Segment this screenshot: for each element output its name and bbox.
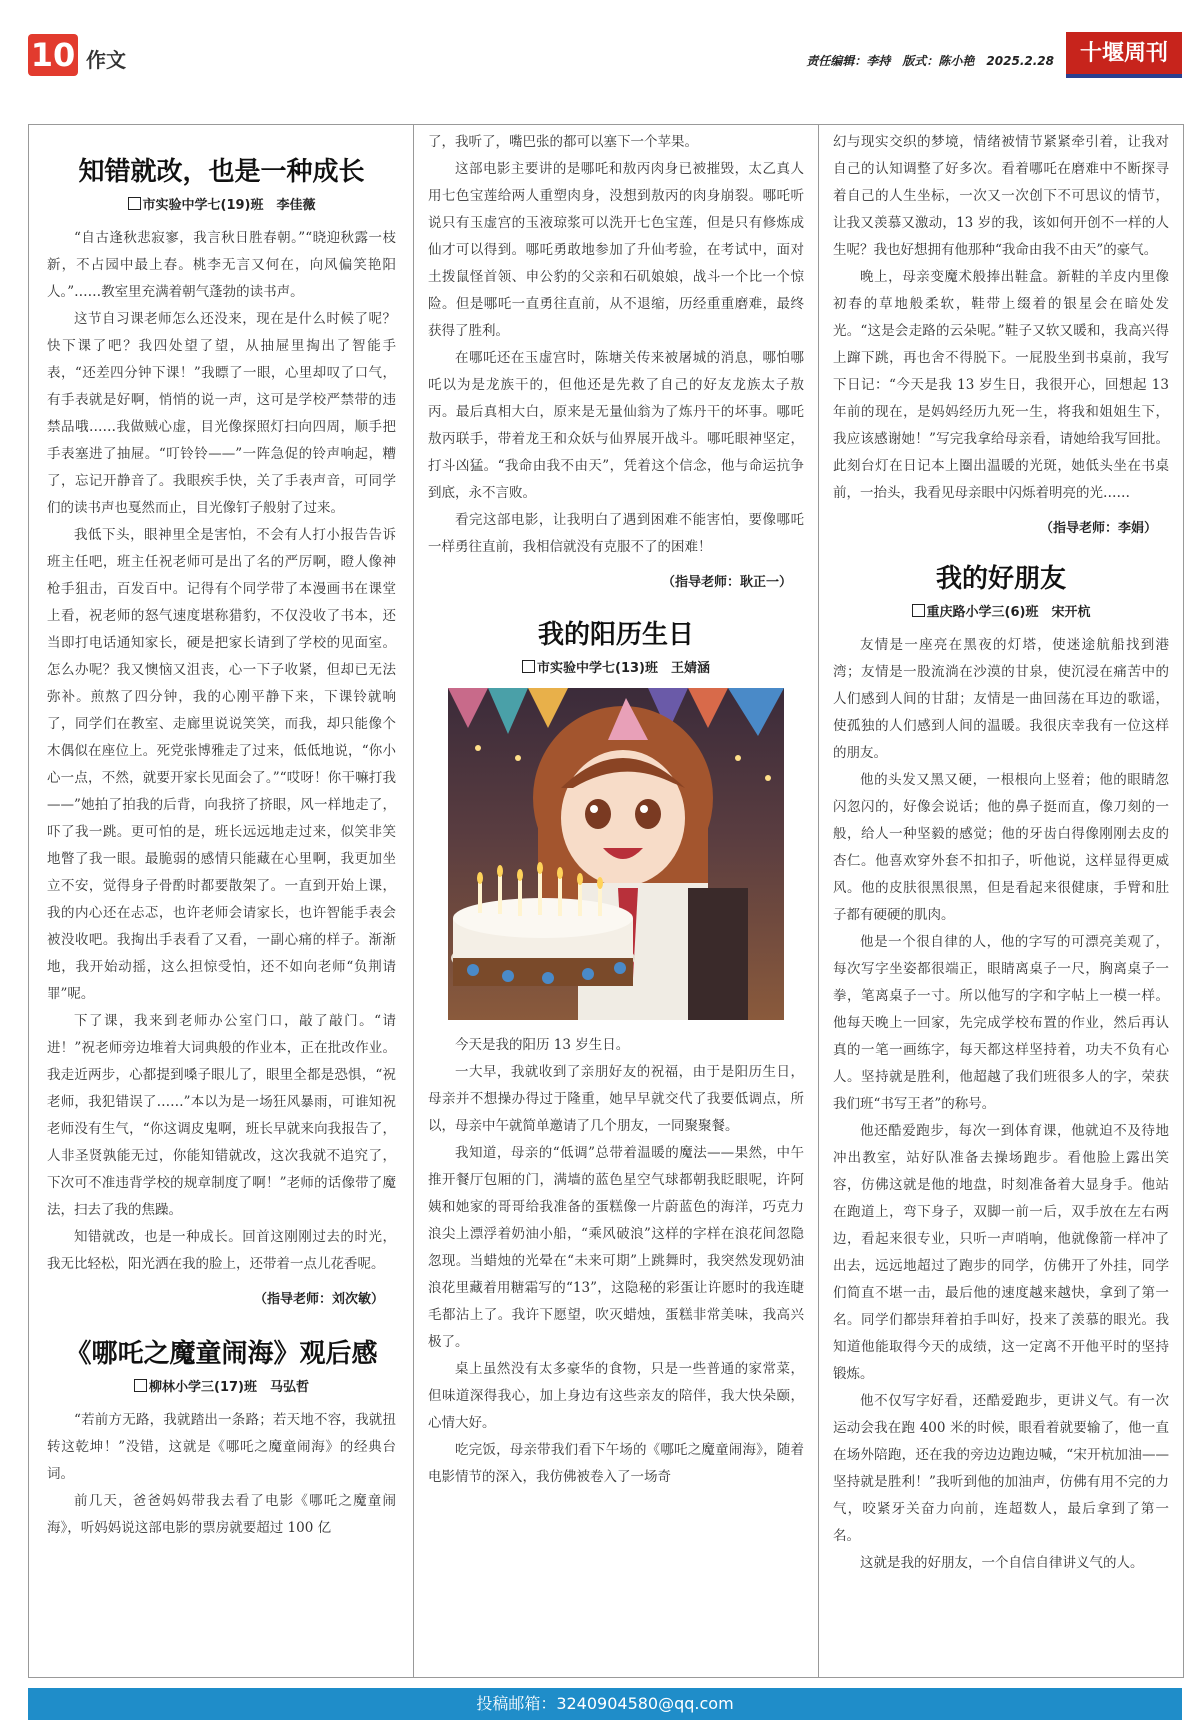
article4-author-text: 重庆路小学三(6)班 宋开杭 [926,605,1091,620]
article1-paragraph: 下了课，我来到老师办公室门口，敲了敲门。“请进！”祝老师旁边堆着大词典般的作业本，正在批改作业。我走近两步，心都提到嗓子眼儿了，眼里全都是恐惧，“祝老师，我犯错误了……”本以为是一场狂风暴雨，可谁知祝老师没有生气，“你这调皮鬼啊，班长早就来向我报告了，人非圣贤孰能无过，你能知错就改，这次我就不追究了，下次可不准违背学校的规章制度了啊！”老师的话像带了魔法，扫去了我的焦躁。 [47,1013,396,1218]
article2-paragraph: 在哪吒还在玉虚宫时，陈塘关传来被屠城的消息，哪怕哪吒以为是龙族干的，但他还是先救了自己的好友龙族太子敖丙。最后真相大白，原来是无量仙翁为了炼丹干的坏事。哪吒敖丙联手，带着龙王和众妖与仙界展开战斗。哪吒眼神坚定，打斗凶猛。“我命由我不由天”，凭着这个信念，他与命运抗争到底，永不言败。 [428,350,804,501]
article3-paragraph: 一大早，我就收到了亲朋好友的祝福，由于是阳历生日，母亲并不想操办得过于隆重，她早早就交代了我要低调点，所以，母亲中午就简单邀请了几个朋友，一同聚聚餐。 [428,1064,804,1134]
article3-title: 我的阳历生日 [537,620,694,650]
article3-author-text: 市实验中学七(13)班 王婧涵 [537,661,710,676]
article2-title: 《哪吒之魔童闹海》观后感 [65,1339,378,1369]
article1-title: 知错就改，也是一种成长 [78,157,365,187]
article1-paragraph: 这节自习课老师怎么还没来，现在是什么时候了呢？快下课了吧？我四处望了望，从抽屉里掏出了智能手表，“还差四分钟下课！”我瞟了一眼，心里却叹了口气，有手表就是好啊，悄悄的说一声，这可是学校严禁带的违禁品哦……我做贼心虚，目光像探照灯扫向四周，顺手把手表塞进了抽屉。“叮铃铃——”一阵急促的铃声响起，糟了，忘记开静音了。我眼疾手快，关了手表声音，可同学们的读书声也戛然而止，目光像钉子般射了过来。 [47,311,396,516]
page-number: 10 [28,34,78,76]
article2-paragraph: 看完这部电影，让我明白了遇到困难不能害怕，要像哪吒一样勇往直前，我相信就没有克服不了的困难！ [428,512,804,555]
article1-paragraph: 我低下头，眼神里全是害怕，不会有人打小报告告诉班主任吧，班主任祝老师可是出了名的严厉啊，瞪人像神枪手狙击，百发百中。记得有个同学带了本漫画书在课堂上看，祝老师的怒气速度堪称猎豹，不仅没收了书本，还当即打电话通知家长，硬是把家长请到了学校的见面室。怎么办呢？我又懊恼又沮丧，心一下子收紧，但却已无法弥补。煎熬了四分钟，我的心刚平静下来，下课铃就响了，同学们在教室、走廊里说说笑笑，而我，却只能像个木偶似在座位上。死党张博雅走了过来，低低地说，“你小心一点，不然，就要开家长见面会了。”“哎呀！你干嘛打我——”她拍了拍我的后背，向我挤了挤眼，风一样地走了，吓了我一跳。更可怕的是，班长远远地走过来，似笑非笑地瞥了我一眼。最脆弱的感情只能藏在心里啊，我更加坐立不安，觉得身子骨酌时都要散架了。一直到开始上课，我的内心还在忐忑，也许老师会请家长，也许智能手表会被没收吧。我掏出手表看了又看，一副心痛的样子。渐渐地，我开始动摇，这么担惊受怕，还不如向老师“负荆请罪”呢。 [47,527,396,1002]
article3-paragraph-continued: 幻与现实交织的梦境，情绪被情节紧紧牵引着，让我对自己的认知调整了好多次。看着哪吒在磨难中不断探寻着自己的人生坐标，一次又一次创下不可思议的情节，让我又羡慕又激动，13 岁的我，该如何开创不一样的人生呢？我也好想拥有他那种“我命由我不由天”的豪气。 [833,134,1169,258]
article2-paragraph: 这部电影主要讲的是哪吒和敖丙肉身已被摧毁，太乙真人用七色宝莲给两人重塑肉身，没想到敖丙的肉身崩裂。哪吒听说只有玉虚宫的玉液琼浆可以洗开七色宝莲，但是只有修炼成仙才可以得到。哪吒勇敢地参加了升仙考验，在考试中，面对土拨鼠怪首领、申公豹的父亲和石矶娘娘，战斗一个比一个惊险。但是哪吒一直勇往直前，从不退缩，历经重重磨难，最终获得了胜利。 [428,161,804,339]
masthead-logo: 十堰周刊 [1066,32,1182,78]
article2-teacher: （指导老师：耿正一） [661,575,792,590]
page-header [28,32,1182,78]
content-frame [28,124,1184,1678]
article3-paragraph: 今天是我的阳历 13 岁生日。 [455,1037,630,1053]
article2-paragraph-continued: 了，我听了，嘴巴张的都可以塞下一个苹果。 [428,134,698,150]
article4-body [833,632,1169,1577]
article2-body-start [47,1407,396,1542]
checkbox-icon [128,197,141,210]
article1-teacher: （指导老师：刘次敏） [253,1292,384,1307]
article4-paragraph: 友情是一座亮在黑夜的灯塔，使迷途航船找到港湾；友情是一股流淌在沙漠的甘泉，使沉浸在痛苦中的人们感到人间的甘甜；友情是一曲回荡在耳边的歌谣，使孤独的人们感到人间的温暖。我很庆幸我有一位这样的朋友。 [833,637,1169,761]
article1-paragraph: 知错就改，也是一种成长。回首这刚刚过去的时光，我无比轻松，阳光洒在我的脸上，还带着一点儿花香呢。 [47,1229,396,1272]
article2-author [47,1376,396,1395]
article4-paragraph: 这就是我的好朋友，一个自信自律讲义气的人。 [860,1555,1144,1571]
column-right [819,125,1183,1677]
article2-author-text: 柳林小学三(17)班 马弘哲 [149,1380,309,1395]
article1-author [47,194,396,213]
article3-paragraph: 晚上，母亲变魔术般捧出鞋盒。新鞋的羊皮内里像初春的草地般柔软，鞋带上缀着的银星会在暗处发光。“这是会走路的云朵呢。”鞋子又软又暖和，我高兴得上蹿下跳，再也舍不得脱下。一屁股坐到书桌前，我写下日记：“今天是我 13 岁生日，我很开心，回想起 13 年前的现在，是妈妈经历九死一生，将我和姐姐生下，我应该感谢她！”写完我拿给母亲看，请她给我写回批。此刻台灯在日记本上圈出温暖的光斑，她低头坐在书桌前，一抬头，我看见母亲眼中闪烁着明亮的光…… [833,269,1169,501]
article4-author [833,601,1169,620]
article1-body [47,225,396,1278]
birthday-cake-illustration [448,688,784,1020]
article3-paragraph: 我知道，母亲的“低调”总带着温暖的魔法——果然，中午推开餐厅包厢的门，满墙的蓝色星空气球都朝我眨眼呢，许阿姨和她家的哥哥给我准备的蛋糕像一片蔚蓝色的海洋，巧克力浪尖上漂浮着奶油小船，“乘风破浪”这样的字样在浪花间忽隐忽现。当蜡烛的光晕在“未来可期”上跳舞时，我突然发现奶油浪花里藏着用糖霜写的“13”，这隐秘的彩蛋让许愿时的我连睫毛都沾上了。我许下愿望，吹灭蜡烛，蛋糕非常美味，我高兴极了。 [428,1145,804,1350]
article3-author [428,657,804,676]
checkbox-icon [522,660,535,673]
article3-paragraph-split: 吃完饭，母亲带我们看下午场的《哪吒之魔童闹海》，随着电影情节的深入，我仿佛被卷入了一场奇 [428,1442,804,1485]
column-left [29,125,412,1677]
article4-paragraph: 他还酷爱跑步，每次一到体育课，他就迫不及待地冲出教室，站好队准备去操场跑步。看他脸上露出笑容，仿佛这就是他的地盘，时刻准备着大显身手。他站在跑道上，弯下身子，双脚一前一后，双手放在左右两边，看起来很专业，只听一声哨响，他就像箭一样冲了出去，远远地超过了跑步的同学，仿佛开了外挂，同学们简直不堪一击，最后他的速度越来越快，拿到了第一名。同学们都崇拜着拍手叫好，投来了羡慕的眼光。我知道他能取得今天的成绩，这一定离不开他平时的坚持锻炼。 [833,1123,1169,1382]
section-title: 作文 [86,48,126,72]
article4-paragraph: 他的头发又黑又硬，一根根向上竖着；他的眼睛忽闪忽闪的，好像会说话；他的鼻子挺而直，像刀刻的一般，给人一种坚毅的感觉；他的牙齿白得像刚刚去皮的杏仁。他喜欢穿外套不扣扣子，听他说，这样显得更威风。他的皮肤很黑很黑，但是看起来很健康，手臂和肚子都有硬硬的肌肉。 [833,772,1169,923]
article4-title: 我的好朋友 [935,564,1066,594]
editor-line: 责任编辑：李持 版式：陈小艳 2025.2.28 [806,54,1054,68]
illustration-art [448,688,784,1020]
article2-paragraph-split: 前几天，爸爸妈妈带我去看了电影《哪吒之魔童闹海》，听妈妈说这部电影的票房就要超过 100 亿 [47,1493,396,1536]
article4-paragraph: 他不仅写字好看，还酷爱跑步，更讲义气。有一次运动会我在跑 400 米的时候，眼看着就要输了，他一直在场外陪跑，还在我的旁边边跑边喊，“宋开杭加油——坚持就是胜利！”我听到他的加油声，仿佛有用不完的力气，咬紧牙关奋力向前，连超数人，最后拿到了第一名。 [833,1393,1169,1544]
column-middle [413,125,819,1677]
article4-paragraph: 他是一个很自律的人，他的字写的可漂亮美观了，每次写字坐姿都很端正，眼睛离桌子一尺，胸离桌子一拳，笔离桌子一寸。所以他写的字和字帖上一模一样。他每天晚上一回家，先完成学校布置的作业，然后再认真的一笔一画练字，每天都这样坚持着，功夫不负有心人。坚持就是胜利，他超越了我们班很多人的字，荣获我们班“书写王者”的称号。 [833,934,1169,1112]
article3-paragraph: 桌上虽然没有太多豪华的食物，只是一些普通的家常菜，但味道深得我心，加上身边有这些亲友的陪伴，我大快朵颐，心情大好。 [428,1361,804,1431]
checkbox-icon [912,604,925,617]
article1-author-text: 市实验中学七(19)班 李佳薇 [142,198,316,213]
article3-teacher: （指导老师：李娟） [1039,521,1157,536]
submission-email: 投稿邮箱：3240904580@qq.com [28,1688,1182,1720]
checkbox-icon [134,1379,147,1392]
article1-paragraph: “自古逢秋悲寂寥，我言秋日胜春朝。”“晓迎秋露一枝新，不占园中最上春。桃李无言又何在，向风偏笑艳阳人。”……教室里充满着朝气蓬勃的读书声。 [47,230,396,300]
article2-paragraph: “若前方无路，我就踏出一条路；若天地不容，我就扭转这乾坤！”没错，这就是《哪吒之魔童闹海》的经典台词。 [47,1412,396,1482]
